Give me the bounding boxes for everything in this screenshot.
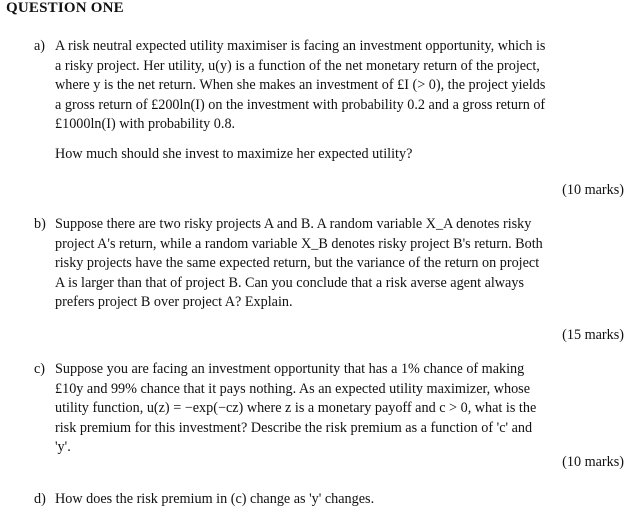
text-line: risk premium for this investment? Describe the risk premium as a function of 'c' and: [55, 419, 533, 436]
text-line: where y is the net return. When she makes an investment of £I (> 0), the project yields: [55, 77, 546, 94]
marks: (10 marks): [562, 454, 624, 470]
text-line: a gross return of £200ln(I) on the investment with probability 0.2 and a gross return of: [55, 96, 546, 113]
question-text: [55, 360, 631, 458]
marks: (10 marks): [562, 182, 624, 198]
sub-question: How much should she invest to maximize her expected utility?: [55, 146, 413, 162]
text-line: Suppose there are two risky projects A and B. A random variable X_A denotes risky: [55, 216, 532, 232]
text-line: £1000ln(I) with probability 0.8.: [55, 116, 236, 133]
question-label: c): [34, 361, 46, 377]
text-line: prefers project B over project A? Explain.: [55, 294, 293, 311]
text-line: project A's return, while a random variable X_B denotes risky project B's return. Both: [55, 235, 543, 252]
text-line: risky projects have the same expected return, but the variance of the return on project: [55, 255, 540, 272]
text-line: a risky project. Her utility, u(y) is a function of the net monetary return of the project,: [55, 57, 540, 74]
text-line: A risk neutral expected utility maximiser is facing an investment opportunity, which is: [55, 38, 546, 54]
heading: QUESTION ONE: [6, 0, 124, 16]
text-line: 'y'.: [55, 439, 71, 456]
question-label: d): [34, 491, 46, 507]
marks: (15 marks): [562, 327, 624, 343]
question-label: a): [34, 38, 46, 54]
text-line: How does the risk premium in (c) change as 'y' changes.: [55, 491, 375, 507]
text-line: £10y and 99% chance that it pays nothing. As an expected utility maximizer, whose: [55, 380, 530, 397]
text-line: Suppose you are facing an investment opportunity that has a 1% chance of making: [55, 361, 525, 377]
text-line: utility function, u(z) = −exp(−cz) where z is a monetary payoff and c > 0, what is the: [55, 400, 537, 417]
question-text: [55, 215, 631, 313]
text-line: A is larger than that of project B. Can you conclude that a risk averse agent always: [55, 274, 524, 291]
question-text: [55, 490, 631, 510]
question-text: [55, 37, 631, 135]
question-label: b): [34, 216, 46, 232]
